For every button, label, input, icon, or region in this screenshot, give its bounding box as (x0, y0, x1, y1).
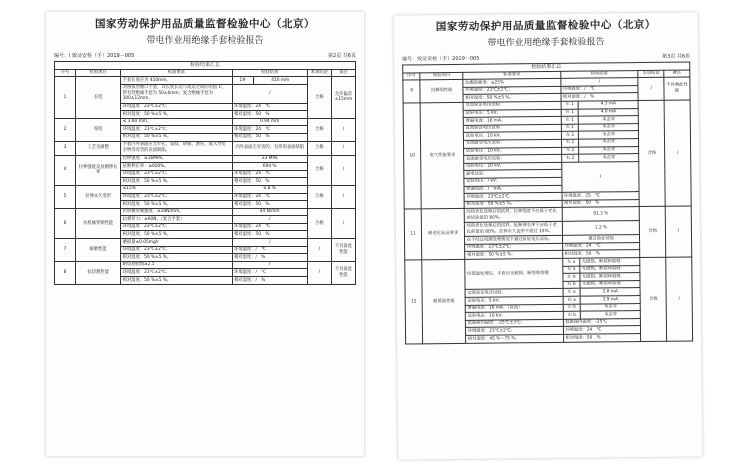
env-temp-req: 环境温度：23℃±2℃； (121, 193, 232, 201)
page-label: 第2页 共6页 (328, 53, 356, 59)
report-meta (54, 52, 356, 59)
row-note: 不具备此性能 (664, 77, 690, 100)
row-req: 扯断伸长率：≥600%。 (121, 163, 232, 171)
hand-label: 右 2 (561, 154, 578, 162)
row-item: 耐磨性能 (76, 239, 121, 262)
table-header (55, 69, 356, 77)
env-temp: 环境温度：24 ℃ (563, 326, 641, 334)
header-verdict: 本项结论 (307, 69, 331, 77)
row-note: 不具备此性能 (331, 239, 355, 262)
env-hum: 相对湿度：50 % (562, 250, 640, 258)
row-verdict: 合格 (307, 155, 331, 185)
row-item: 厚度 (76, 118, 121, 141)
hand-label: 右 2 (561, 139, 578, 147)
low-temp: 低温箱内温度：-25℃ (563, 318, 641, 326)
row-req: 交流验证电压试验： (463, 101, 561, 110)
env-hum-req: 相对湿度：50 %±5 %。 (463, 94, 561, 103)
row-req: 试验电压：/ kV； (464, 177, 562, 186)
row-verdict: 合格 (307, 77, 331, 119)
row-item: 耐低温性能 (422, 259, 466, 343)
low-temp-req: 低温箱内温度：-25℃±3℃； (466, 319, 564, 328)
env-temp-req: 环境温度：23℃±2℃； (121, 246, 232, 254)
row-seq: 1 (55, 77, 76, 119)
hand-label: 右 a (563, 296, 580, 304)
table-row (404, 206, 691, 223)
hand-label: 左 a (563, 289, 580, 297)
table-row (55, 155, 356, 163)
row-note: / (331, 155, 355, 185)
hand-label: 左 2 (561, 132, 578, 140)
row-seq: 12 (405, 260, 423, 344)
table-row (55, 239, 356, 247)
report-page-2 (46, 12, 364, 456)
table-row (55, 77, 356, 85)
env-temp: 环境温度：/ ℃ (561, 85, 639, 93)
env-temp-req: 环境温度：23℃±2℃； (121, 269, 232, 277)
row-req: 抗机械穿刺强度：≥18N/mm。 (121, 208, 232, 216)
header-result: 检验结果 (561, 70, 639, 78)
row-req: 手套长度应为 410mm。 (121, 77, 232, 85)
row-req: 试验电压：5 kV； (463, 109, 561, 118)
env-hum-req: 相对湿度：50 %±5 %。 (121, 277, 232, 285)
env-temp-req: 环境温度：23℃±2℃； (465, 243, 563, 252)
row-value: 未击穿 (579, 138, 639, 146)
table-row (55, 261, 356, 269)
row-verdict: 合格 (640, 257, 667, 341)
row-value: 通过验证试验 (562, 235, 640, 243)
row-note: / (331, 208, 355, 238)
row-value: 无破损、断裂和裂缝 (580, 280, 640, 288)
row-item: 工艺及做整 (76, 141, 121, 155)
row-seq: 9 (403, 80, 420, 103)
row-verdict: 合格 (307, 185, 331, 208)
row-seq: 5 (55, 185, 76, 208)
row-note: / (665, 206, 691, 257)
header-result: 检验结果 (232, 69, 307, 77)
row-value: 4.3 mA (578, 101, 638, 109)
env-hum: 相对湿度：/ % (561, 93, 639, 101)
row-req: 耐切割指数≥2.5 (121, 261, 232, 269)
hand-label: 左 1 (561, 116, 578, 124)
hand-label: 右 1 (561, 109, 578, 117)
report-page-3 (394, 12, 703, 459)
row-seq: 8 (55, 261, 76, 284)
section-title: 检验结果汇总 (403, 62, 690, 73)
row-req: 漏电试验： (464, 170, 562, 179)
header-note: 备注 (664, 70, 690, 78)
row-note: / (664, 100, 691, 207)
row-value: 无破损、断裂和裂缝 (580, 258, 640, 266)
row-item: 抗机械穿刺性能 (76, 208, 121, 238)
row-req: 磨损量≤0.05mg/r (121, 239, 232, 247)
env-temp: 环境温度：/ ℃ (232, 246, 307, 254)
env-temp: 环境温度：24 ℃ (562, 242, 640, 250)
row-value: 4.0 mA (578, 108, 638, 116)
row-value: 2.8 mA (580, 288, 640, 296)
row-req: 手套内外表面应无针孔、裂纹、砂眼、割伤、嵌入导电杂物等有害的表面缺陷。 (121, 141, 232, 155)
header-item: 检验项目 (420, 72, 463, 80)
env-hum: 相对湿度：50 % (232, 178, 307, 186)
row-value: 未击穿 (578, 123, 638, 131)
env-temp: 环境温度：24 ℃ (232, 126, 307, 134)
glove-no: 1# (232, 77, 253, 85)
env-hum-req: 相对湿度：50 %±5 %。 (121, 201, 232, 209)
row-value: 694 % (232, 163, 307, 171)
row-value: 0.8 % (232, 185, 307, 193)
row-req: 试验电压：10 kV。 (464, 147, 562, 156)
header-seq: 序号 (55, 69, 76, 77)
row-verdict: 合格 (307, 208, 331, 238)
row-value: 未击穿 (578, 131, 638, 139)
row-item: 电气性能要求 (420, 102, 464, 209)
env-hum: 相对湿度：/ % (232, 254, 307, 262)
row-verdict: / (307, 261, 331, 284)
hand-label: 左 1 (561, 101, 578, 109)
row-req: 试验电压：10 kV。 (466, 312, 564, 321)
row-note: / (331, 141, 355, 155)
row-req: 经热老化处理后的试样，扯断伸长率不应低于老化前值的 80%。拉伸永久变形不超过 15%。 (465, 222, 563, 237)
env-hum-req: 相对湿度：50 %±5 %。 (121, 111, 232, 119)
row-item: 抗切割性能 (76, 261, 121, 284)
report-number: 编号：致证安检（手）2019－005 (402, 55, 480, 63)
env-hum-req: 相对湿度：45 %～75 %。 (466, 334, 564, 343)
env-hum: 相对湿度：/ % (232, 277, 307, 285)
header-verdict: 本项结论 (638, 70, 664, 78)
report-subtitle: 带电作业用绝缘手套检验报告 (146, 36, 264, 46)
env-hum: 相对湿度：50 % (232, 111, 307, 119)
row-req: 直流验证电压试验： (464, 124, 562, 133)
row-value: 23 MPa (232, 155, 307, 163)
row-seq: 4 (55, 155, 76, 185)
env-hum-req: 相对湿度：50 %±5 %。 (121, 133, 232, 141)
env-temp: 环境温度：24 ℃ (232, 170, 307, 178)
hand-label: 右 1 (561, 124, 578, 132)
row-seq: 11 (404, 209, 422, 260)
row-verdict: 合格 (307, 141, 331, 155)
row-req: 试验电压：10 kV。 (464, 132, 562, 141)
row-req: 抗撕裂强度：≥25% (463, 79, 561, 88)
row-req: 对圆弧型袖口手套，其长度长边与短边之间的差值 L'，带有型绝缘手套为 50±6mm；复合绝缘手套为 100±12mm。 (121, 84, 232, 103)
env-temp: 环境温度：24 ℃ (232, 223, 307, 231)
header-item: 检验项目 (76, 69, 121, 77)
row-value: / (232, 84, 307, 103)
row-value: 未击穿 (579, 154, 639, 162)
row-value: 未击穿 (580, 303, 640, 311)
env-temp: 环境温度：25 ℃ (562, 192, 640, 200)
row-item: 长度 (76, 77, 121, 119)
env-temp: 环境温度：/ ℃ (232, 269, 307, 277)
env-hum: 相对湿度：50 % (232, 231, 307, 239)
table-row (55, 185, 356, 193)
env-hum-req: 相对湿度：50 %±5 %。 (465, 251, 563, 260)
table-row (405, 257, 692, 268)
row-seq: 3 (55, 141, 76, 155)
env-temp-req: 环境温度：23℃±2℃； (464, 192, 562, 201)
row-verdict: / (307, 239, 331, 262)
row-req: 经热老化处理后的试样，拉伸强度不应低于老化前试验值的 80%。 (464, 208, 562, 223)
env-temp-req: 环境温度：23℃±2℃； (121, 223, 232, 231)
row-verdict: 合格 (640, 207, 666, 258)
hand-label: 右 a (563, 266, 580, 274)
row-note: 允许偏差±15mm (331, 77, 355, 119)
env-hum: 相对湿度：50 % (232, 201, 307, 209)
row-item: 抗撕裂性能 (420, 80, 463, 103)
section-title: 检验结果汇总 (55, 62, 356, 70)
row-seq: 2 (55, 118, 76, 141)
row-req: 交流耐受电压试验： (464, 139, 562, 148)
row-req: 泄漏电流：16 mA。 (464, 117, 562, 126)
hand-label: 左 b (563, 304, 580, 312)
row-value: / (561, 78, 639, 86)
row-req: 泄漏电流：16 mA。（直流） (465, 304, 563, 313)
header-req: 标准要求 (121, 69, 232, 77)
env-temp-req: 环境温度：23℃±2℃； (466, 327, 564, 336)
row-note: / (666, 257, 693, 341)
report-subtitle: 带电作业用绝缘手套检验报告 (487, 37, 605, 49)
row-value: 未击穿 (578, 116, 638, 124)
env-hum: 相对湿度：50 % (562, 199, 640, 207)
env-hum: 相对湿度：50 % (563, 334, 641, 342)
report-title: 国家劳动保护用品质量监督检验中心（北京） (435, 18, 656, 34)
row-value: / (232, 216, 307, 224)
row-value: 2.9 mA (580, 296, 640, 304)
row-value: 无破损、断裂和裂缝 (580, 265, 640, 273)
row-value: / (232, 261, 307, 269)
row-value: 410 mm (253, 77, 307, 85)
row-value: / (232, 239, 307, 247)
row-value: 无破损、断裂和裂缝 (580, 273, 640, 281)
report-title: 国家劳动保护用品质量监督检验中心（北京） (95, 18, 315, 30)
env-hum-req: 相对湿度：50 %±5 %。 (121, 178, 232, 186)
row-req: ≤15% (121, 185, 232, 193)
row-value: 内外表面无有害的、有形的表面缺陷 (232, 141, 307, 155)
row-req: 试验电压：5 kV； (465, 296, 563, 305)
row-value: 1.2 % (562, 221, 640, 236)
row-seq: 7 (55, 239, 76, 262)
header-seq: 序号 (403, 72, 420, 80)
row-seq: 6 (55, 208, 76, 238)
row-req: 在不经过电测处理情况下通过验证电压试验。 (465, 236, 563, 245)
env-temp-req: 环境温度：23℃±2℃； (121, 103, 232, 111)
hand-label: 左 a (563, 258, 580, 266)
row-item: 拉伸强度及扯断伸长率 (76, 155, 121, 185)
row-verdict: 合格 (638, 100, 665, 207)
header-req: 标准要求 (463, 71, 561, 80)
row-note: 不具备此性能 (331, 261, 355, 284)
row-note: / (331, 118, 355, 141)
env-hum-req: 相对湿度：50 %±5 %。 (121, 231, 232, 239)
table-row (55, 118, 356, 126)
row-req: 试验电压：20 kV。 (464, 162, 562, 171)
row-req: 抗刺穿力：≥60N。（复合手套） (121, 216, 232, 224)
hand-label: 左 b (563, 273, 580, 281)
hand-label: 右 b (563, 281, 580, 289)
row-req: 直流耐受电压试验： (464, 154, 562, 163)
env-temp-req: 环境温度：23℃±2℃； (463, 86, 561, 95)
hand-label: 左 2 (561, 147, 578, 155)
row-item: 耐老化验证要求 (421, 209, 465, 260)
row-value: 44 N/mm (232, 208, 307, 216)
row-note: / (331, 185, 355, 208)
env-hum: 相对湿度：50 % (232, 133, 307, 141)
row-req: 泄漏电流：/ mA。 (464, 185, 562, 194)
row-value: 未击穿 (579, 146, 639, 154)
env-temp: 环境温度：24 ℃ (232, 103, 307, 111)
row-value: 91.3 % (562, 207, 640, 222)
row-value: 0.94 mm (232, 118, 307, 126)
header-note: 备注 (331, 69, 355, 77)
row-item: 拉伸永久变形 (76, 185, 121, 208)
env-temp-req: 环境温度：23℃±2℃； (121, 170, 232, 178)
page-label: 第3页 共6页 (662, 53, 691, 60)
env-temp: 环境温度：24 ℃ (232, 193, 307, 201)
env-hum-req: 相对湿度：50 %±5 %。 (464, 200, 562, 209)
row-verdict: 合格 (307, 118, 331, 141)
row-req: 拉伸强度：≥16MPa。 (121, 155, 232, 163)
row-req: 经低温处理后，手套应无破损、断裂和裂缝 (465, 258, 563, 289)
row-value: / (562, 161, 640, 192)
report-number: 编号：l 致证安检（手）2019－005 (54, 53, 135, 59)
results-table (402, 62, 693, 345)
table-row (55, 141, 356, 155)
row-seq: 10 (403, 103, 421, 209)
env-hum-req: 相对湿度：50 %±5 %。 (121, 254, 232, 262)
table-row (55, 208, 356, 216)
env-temp-req: 环境温度：23℃±2℃； (121, 126, 232, 134)
row-verdict: / (638, 77, 664, 100)
row-req: ≤ 3.60 mm。 (121, 118, 232, 126)
hand-label: 右 b (563, 311, 580, 319)
results-table (54, 61, 356, 285)
row-value: 未击穿 (580, 311, 640, 319)
row-req: 交流验证电压试验： (465, 289, 563, 298)
